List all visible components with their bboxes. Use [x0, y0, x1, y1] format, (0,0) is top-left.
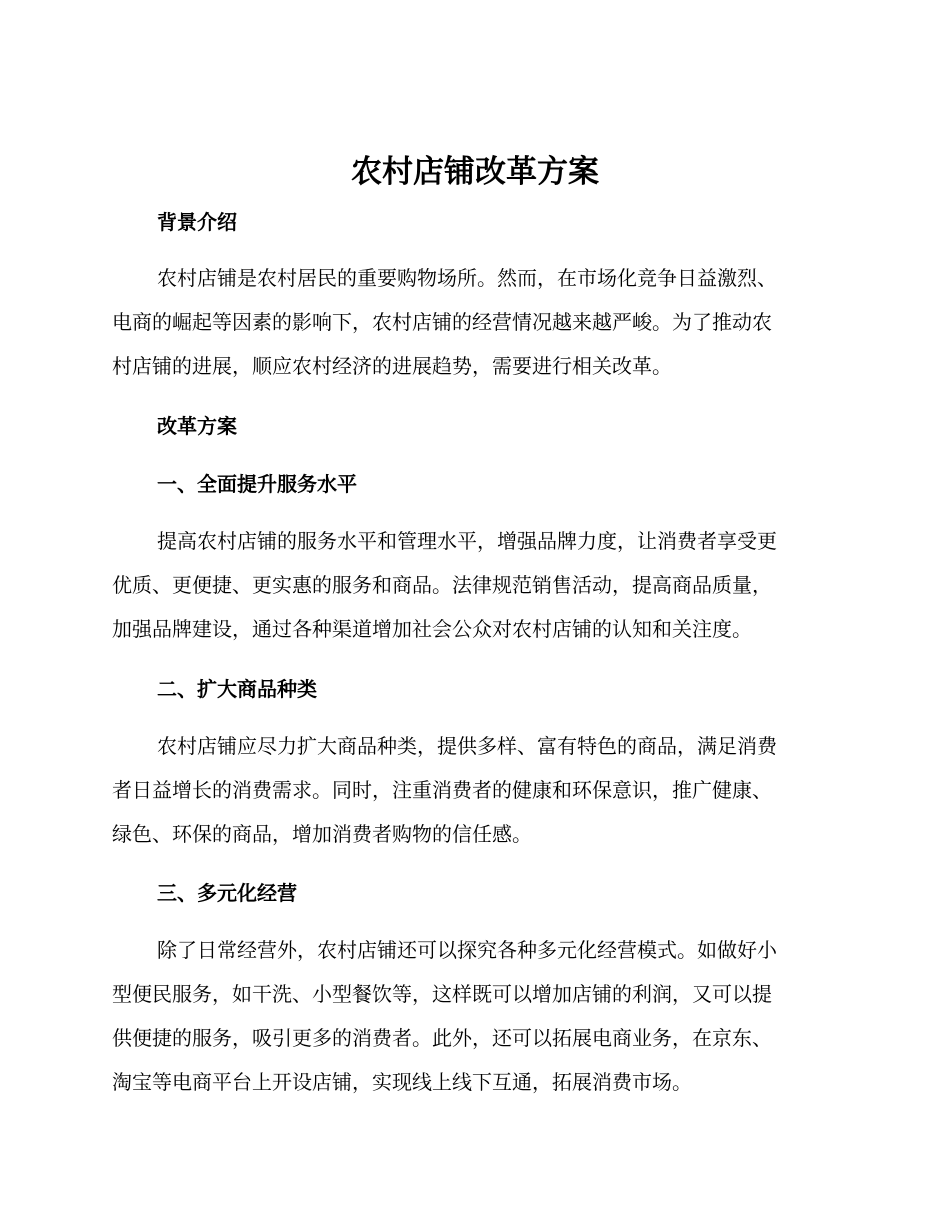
paragraph-service	[112, 519, 832, 651]
paragraph-line: 村店铺的进展，顺应农村经济的进展趋势，需要进行相关改革。	[112, 354, 672, 378]
paragraph-line: 淘宝等电商平台上开设店铺，实现线上线下互通，拓展消费市场。	[112, 1070, 692, 1094]
paragraph-line: 者日益增长的消费需求。同时，注重消费者的健康和环保意识，推广健康、	[112, 778, 772, 802]
paragraph-line: 提高农村店铺的服务水平和管理水平，增强品牌力度，让消费者享受更	[157, 529, 777, 553]
paragraph-line: 绿色、环保的商品，增加消费者购物的信任感。	[112, 822, 532, 846]
paragraph-line: 加强品牌建设，通过各种渠道增加社会公众对农村店铺的认知和关注度。	[112, 617, 752, 641]
paragraph-diversified	[112, 928, 832, 1104]
subheading-service: 一、全面提升服务水平	[157, 472, 357, 496]
subheading-product-range: 二、扩大商品种类	[157, 677, 317, 701]
paragraph-line: 电商的崛起等因素的影响下，农村店铺的经营情况越来越严峻。为了推动农	[112, 310, 772, 334]
section-heading-background: 背景介绍	[157, 210, 237, 234]
section-heading-plan: 改革方案	[157, 414, 237, 438]
paragraph-line: 型便民服务，如干洗、小型餐饮等，这样既可以增加店铺的利润，又可以提	[112, 982, 772, 1006]
subheading-diversified: 三、多元化经营	[157, 881, 297, 905]
paragraph-line: 除了日常经营外，农村店铺还可以探究各种多元化经营模式。如做好小	[157, 938, 777, 962]
paragraph-line: 供便捷的服务，吸引更多的消费者。此外，还可以拓展电商业务，在京东、	[112, 1026, 772, 1050]
paragraph-product-range	[112, 724, 832, 856]
paragraph-line: 农村店铺是农村居民的重要购物场所。然而，在市场化竞争日益激烈、	[157, 266, 777, 290]
document-title: 农村店铺改革方案	[351, 154, 599, 190]
paragraph-line: 优质、更便捷、更实惠的服务和商品。法律规范销售活动，提高商品质量，	[112, 573, 772, 597]
paragraph-line: 农村店铺应尽力扩大商品种类，提供多样、富有特色的商品，满足消费	[157, 734, 777, 758]
paragraph-background	[112, 256, 832, 388]
